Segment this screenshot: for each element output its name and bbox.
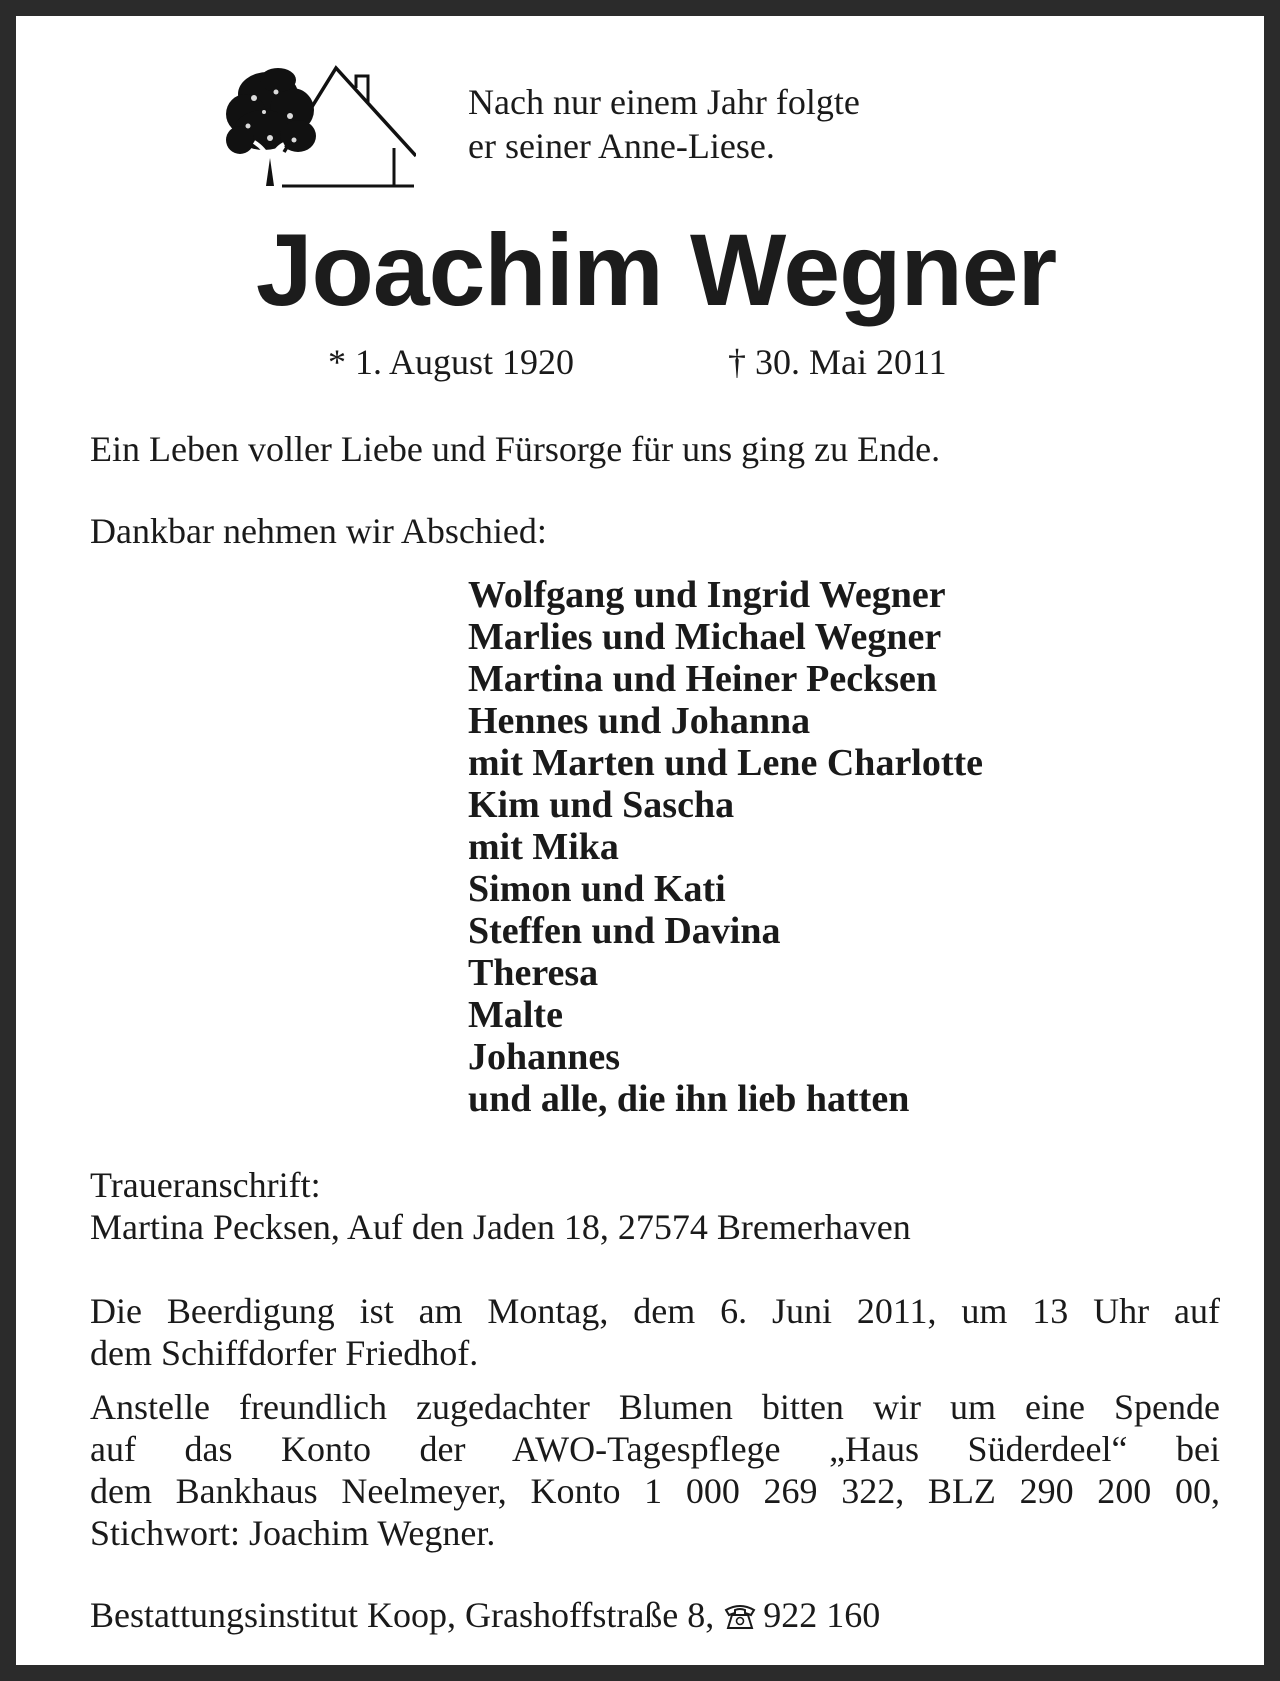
mourner-entry: und alle, die ihn lieb hatten: [468, 1078, 910, 1120]
donation-line: auf das Konto der AWO-Tagespflege „Haus Süderdeel“ bei: [90, 1429, 1220, 1469]
address-line: Martina Pecksen, Auf den Jaden 18, 27574 Bremerhaven: [90, 1207, 911, 1247]
mourner-entry: Johannes: [468, 1036, 621, 1078]
undertaker-line: [90, 1594, 880, 1636]
intro-line: er seiner Anne-Liese.: [468, 126, 775, 166]
donation-line: Stichwort: Joachim Wegner.: [90, 1513, 496, 1553]
address-block: [90, 1164, 911, 1248]
address-label: Traueranschrift:: [90, 1165, 321, 1205]
mourner-entry: mit Marten und Lene Charlotte: [468, 742, 984, 784]
intro-line: Nach nur einem Jahr folgte: [468, 82, 860, 122]
mourner-entry: Theresa: [468, 952, 599, 994]
undertaker-phone: 922 160: [763, 1595, 881, 1635]
donation-line: Anstelle freundlich zugedachter Blumen bitten wir um eine Spende: [90, 1387, 1220, 1427]
funeral-notice: [90, 1290, 1220, 1374]
mourner-entry: Steffen und Davina: [468, 910, 781, 952]
funeral-line: dem Schiffdorfer Friedhof.: [90, 1333, 479, 1373]
mourner-entry: Hennes und Johanna: [468, 700, 811, 742]
telephone-icon: [723, 1601, 757, 1631]
mourner-entry: Kim und Sascha: [468, 784, 735, 826]
donation-notice: [90, 1386, 1220, 1554]
intro-verse: [468, 80, 860, 168]
funeral-line: Die Beerdigung ist am Montag, dem 6. Juni 2011, um 13 Uhr auf: [90, 1291, 1220, 1331]
death-date: † 30. Mai 2011: [728, 342, 947, 382]
mourner-entry: Marlies und Michael Wegner: [468, 616, 942, 658]
mourner-entry: Wolfgang und Ingrid Wegner: [468, 574, 946, 616]
donation-line: dem Bankhaus Neelmeyer, Konto 1 000 269 322, BLZ 290 200 00,: [90, 1471, 1220, 1511]
farewell-intro: Dankbar nehmen wir Abschied:: [90, 511, 547, 551]
tree-house-icon: [224, 64, 416, 188]
mourner-entry: Simon und Kati: [468, 868, 726, 910]
mourners-list: [468, 574, 983, 1120]
tribute-text: Ein Leben voller Liebe und Fürsorge für uns ging zu Ende.: [90, 429, 941, 469]
mourner-entry: Malte: [468, 994, 563, 1036]
mourner-entry: Martina und Heiner Pecksen: [468, 658, 938, 700]
deceased-name: Joachim Wegner: [255, 213, 1057, 327]
mourner-entry: mit Mika: [468, 826, 619, 868]
birth-date: * 1. August 1920: [328, 342, 575, 382]
undertaker-text: Bestattungsinstitut Koop, Grashoffstraße 8,: [90, 1595, 715, 1635]
